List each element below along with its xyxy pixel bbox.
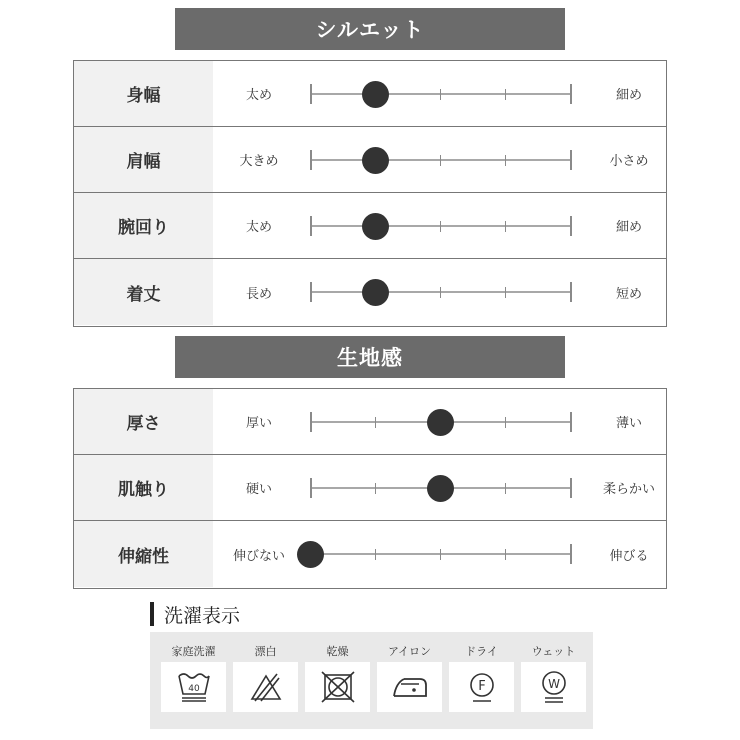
no-tumble-dry-icon <box>305 662 370 712</box>
care-item-home-wash <box>161 640 226 729</box>
scale-tick <box>505 287 506 298</box>
washtub-40-icon <box>161 662 226 712</box>
care-label: アイロン <box>387 645 431 658</box>
rating-scale <box>310 455 570 520</box>
scale-tick <box>570 216 572 236</box>
rating-scale <box>310 61 570 126</box>
iron-icon <box>377 662 442 712</box>
scale-indicator-dot <box>427 409 454 436</box>
scale-left-label: 伸びない <box>232 548 285 564</box>
scale-tick <box>310 150 312 170</box>
care-item-dry-clean <box>449 640 514 729</box>
scale-tick <box>570 84 572 104</box>
scale-right-label: 柔らかい <box>602 482 655 497</box>
dry-clean-f-icon <box>449 662 514 712</box>
scale-tick <box>505 221 506 232</box>
care-symbols-panel <box>150 632 593 729</box>
scale-indicator-dot <box>362 279 389 306</box>
scale-tick <box>505 89 506 100</box>
texture-table <box>73 388 667 589</box>
scale-tick <box>440 549 441 560</box>
scale-left-label: 太め <box>245 88 272 103</box>
silhouette-header <box>175 8 565 50</box>
no-bleach-icon <box>233 662 298 712</box>
silhouette-row-length <box>74 259 666 325</box>
scale-left-label: 厚い <box>245 416 272 431</box>
dry-clean-letter: F <box>477 679 486 694</box>
texture-row-feel <box>74 455 666 521</box>
scale-tick <box>310 216 312 236</box>
rating-scale <box>310 259 570 325</box>
scale-tick <box>440 155 441 166</box>
rating-scale <box>310 193 570 258</box>
scale-tick <box>505 483 506 494</box>
scale-tick <box>375 417 376 428</box>
scale-right-label: 小さめ <box>609 154 649 169</box>
scale-tick <box>505 549 506 560</box>
care-item-bleach <box>233 640 298 729</box>
texture-row-thickness <box>74 389 666 455</box>
washtub-temperature: 40 <box>187 684 200 694</box>
scale-tick <box>570 544 572 564</box>
scale-right-label: 細め <box>615 220 642 235</box>
scale-left-label: 長め <box>245 286 272 302</box>
scale-indicator-dot <box>427 475 454 502</box>
texture-header <box>175 336 565 378</box>
wet-clean-letter: W <box>547 677 560 691</box>
care-label: ドライ <box>465 645 498 658</box>
scale-left-label: 大きめ <box>239 154 279 169</box>
scale-indicator-dot <box>362 147 389 174</box>
care-label: 乾燥 <box>326 645 349 658</box>
scale-tick <box>505 417 506 428</box>
scale-tick <box>505 155 506 166</box>
care-label: ウェット <box>531 645 576 658</box>
scale-right-label: 細め <box>615 88 642 103</box>
care-item-wet-clean <box>521 640 586 729</box>
care-item-dry <box>305 640 370 729</box>
scale-tick <box>310 282 312 302</box>
scale-tick <box>440 89 441 100</box>
scale-indicator-dot <box>362 81 389 108</box>
scale-right-label: 伸びる <box>609 548 649 564</box>
scale-indicator-dot <box>297 541 324 568</box>
texture-title: 生地感 <box>337 346 403 370</box>
row-label: 伸縮性 <box>74 521 213 587</box>
silhouette-row-shoulder-width <box>74 127 666 193</box>
scale-left-label: 太め <box>245 220 272 235</box>
row-label: 厚さ <box>74 389 213 454</box>
scale-tick <box>310 478 312 498</box>
care-item-iron <box>377 640 442 729</box>
scale-left-label: 硬い <box>245 482 272 497</box>
rating-scale <box>310 389 570 454</box>
texture-row-stretch <box>74 521 666 587</box>
scale-tick <box>375 483 376 494</box>
row-label: 肌触り <box>74 455 213 520</box>
care-label: 漂白 <box>254 645 277 658</box>
scale-right-label: 薄い <box>615 416 642 431</box>
row-label: 腕回り <box>74 193 213 258</box>
silhouette-title: シルエット <box>315 18 425 42</box>
row-label: 肩幅 <box>74 127 213 192</box>
wet-clean-w-icon <box>521 662 586 712</box>
care-title: 洗濯表示 <box>150 602 240 626</box>
row-label: 着丈 <box>74 259 213 325</box>
rating-scale <box>310 521 570 587</box>
silhouette-row-arm-circumference <box>74 193 666 259</box>
scale-tick <box>440 221 441 232</box>
scale-tick <box>570 412 572 432</box>
scale-tick <box>570 282 572 302</box>
scale-tick <box>310 84 312 104</box>
scale-indicator-dot <box>362 213 389 240</box>
scale-tick <box>570 150 572 170</box>
scale-tick <box>440 287 441 298</box>
row-label: 身幅 <box>74 61 213 126</box>
silhouette-row-body-width <box>74 61 666 127</box>
scale-tick <box>375 549 376 560</box>
silhouette-table <box>73 60 667 327</box>
scale-right-label: 短め <box>615 286 642 302</box>
rating-scale <box>310 127 570 192</box>
scale-tick <box>570 478 572 498</box>
scale-tick <box>310 412 312 432</box>
care-label: 家庭洗濯 <box>171 645 216 658</box>
